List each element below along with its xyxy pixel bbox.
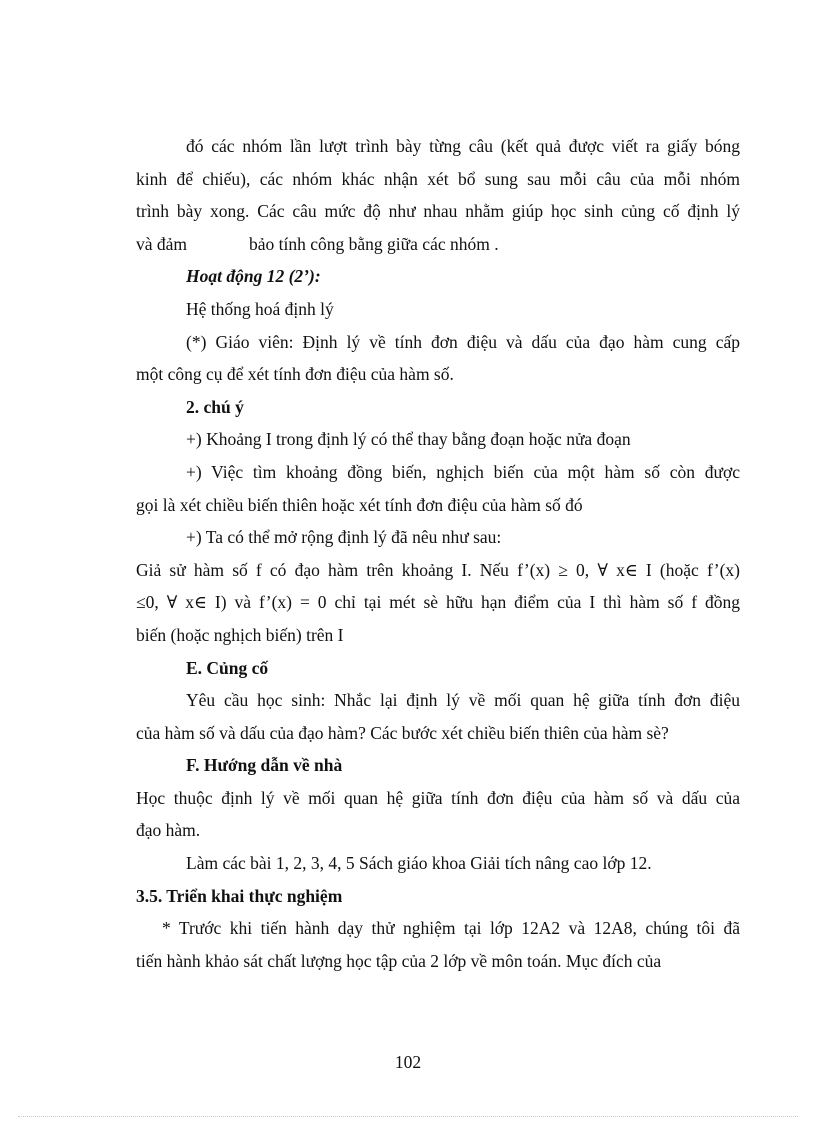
- text-line: +) Khoảng I trong định lý có thể thay bằng đoạn hoặc nửa đoạn: [186, 429, 631, 450]
- text-line: [136, 228, 740, 261]
- text-segment: và đảm: [136, 233, 188, 254]
- text-line: +) Việc tìm khoảng đồng biến, nghịch biến của một hàm số còn được: [186, 461, 740, 482]
- text-line: * Trước khi tiến hành dạy thử nghiệm tại lớp 12A2 và 12A8, chúng tôi đã: [162, 918, 740, 939]
- footer-divider: [18, 1116, 798, 1117]
- text-line: Học thuộc định lý về mối quan hệ giữa tính đơn điệu của hàm số và dấu của: [136, 787, 740, 808]
- page-body: [136, 130, 740, 977]
- text-line: 3.5. Triển khai thực nghiệm: [136, 885, 343, 906]
- text-line: E. Củng cố: [186, 657, 269, 678]
- text-line: 2. chú ý: [186, 396, 244, 417]
- text-line: trình bày xong. Các câu mức độ như nhau nhằm giúp học sinh củng cố định lý: [136, 201, 740, 222]
- text-line: đó các nhóm lần lượt trình bày từng câu (kết quả được viết ra giấy bóng: [186, 136, 740, 156]
- text-line: Giả sử hàm số f có đạo hàm trên khoảng I. Nếu f’(x) ≥ 0, ∀ x∈ I (hoặc f’(x): [136, 559, 740, 580]
- text-line: Yêu cầu học sinh: Nhắc lại định lý về mối quan hệ giữa tính đơn điệu: [186, 690, 740, 711]
- text-line: ≤0, ∀ x∈ I) và f’(x) = 0 chỉ tại mét sè hữu hạn điểm của I thì hàm số f đồng: [136, 592, 740, 613]
- text-line: đạo hàm.: [136, 820, 201, 841]
- text-line: tiến hành khảo sát chất lượng học tập của 2 lớp về môn toán. Mục đích của: [136, 950, 662, 971]
- text-line: Hoạt động 12 (2’):: [186, 266, 321, 287]
- text-line: Làm các bài 1, 2, 3, 4, 5 Sách giáo khoa Giải tích nâng cao lớp 12.: [186, 853, 652, 874]
- text-line: Hệ thống hoá định lý: [186, 298, 334, 319]
- text-line: một công cụ để xét tính đơn điệu của hàm số.: [136, 364, 454, 385]
- text-segment: bảo tính công bằng giữa các nhóm .: [249, 233, 499, 254]
- page-number: 102: [394, 1052, 422, 1072]
- text-line: biến (hoặc nghịch biến) trên I: [136, 624, 344, 645]
- text-line: +) Ta có thể mở rộng định lý đã nêu như sau:: [186, 527, 502, 548]
- text-line: của hàm số và dấu của đạo hàm? Các bước xét chiều biến thiên của hàm sè?: [136, 722, 669, 743]
- text-line: kinh để chiếu), các nhóm khác nhận xét bổ sung sau mỗi câu của mỗi nhóm: [136, 168, 740, 189]
- text-line: (*) Giáo viên: Định lý về tính đơn điệu và dấu của đạo hàm cung cấp: [186, 331, 740, 352]
- text-line: gọi là xét chiều biến thiên hoặc xét tính đơn điệu của hàm số đó: [136, 494, 583, 515]
- text-line: F. Hướng dẫn về nhà: [186, 755, 343, 776]
